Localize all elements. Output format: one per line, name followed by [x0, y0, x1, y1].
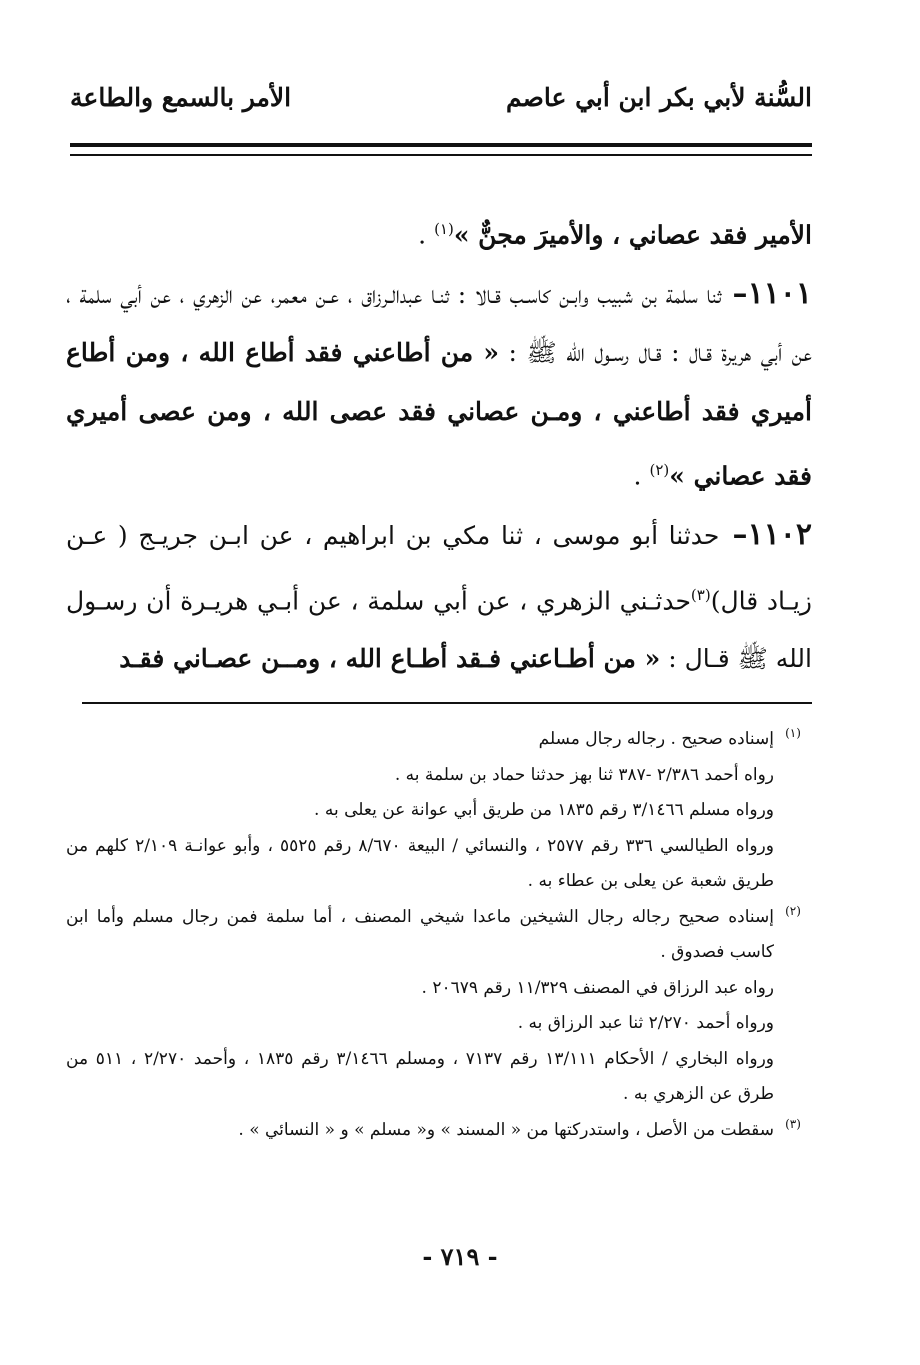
- footnote-line: إسناده صحيح . رجاله رجال مسلم: [538, 729, 774, 749]
- footnote-mark: (٢): [785, 903, 801, 918]
- chapter-title: الأمر بالسمع والطاعة: [70, 82, 292, 112]
- main-text: [66, 200, 812, 689]
- footnote-3: [66, 1113, 812, 1149]
- footnote-line: ورواه البخاري / الأحكام ١٣/١١١ رقم ٧١٣٧ ، ومسلم ٣/١٤٦٦ رقم ١٨٣٥ ، وأحمد ٢/٢٧٠ ، ٥١١ من طرق عن الزهري به .: [66, 1048, 774, 1104]
- hadith-matn-end: الأمير فقد عصاني ، والأميرَ مجنٌّ »: [453, 220, 812, 250]
- page-number: - ٧١٩ -: [422, 1242, 498, 1271]
- footnote-divider: [82, 702, 812, 704]
- sentence-end: .: [418, 220, 435, 250]
- hadith-isnad: حدثنا أبو موسى ، ثنا مكي بن ابراهيم ، عن ابـن جريـج ( عـن زيـاد قال): [66, 521, 813, 615]
- book-title: السُّنة لأبي بكر ابن أبي عاصم: [505, 82, 812, 112]
- footnote-line: ورواه مسلم ٣/١٤٦٦ رقم ١٨٣٥ من طريق أبي عوانة عن يعلى به .: [314, 800, 774, 820]
- header-rule-thick: [70, 143, 812, 147]
- footnote-line: رواه عبد الرزاق في المصنف ١١/٣٢٩ رقم ٢٠٦٧٩ .: [421, 977, 774, 998]
- footnote-1: [66, 722, 812, 900]
- footnote-ref-1: (١): [434, 220, 454, 238]
- footnote-2: [66, 900, 812, 1113]
- hadith-number: ١١٠١: [747, 275, 813, 311]
- hadith-number: ١١٠٢: [747, 517, 812, 553]
- hadith-matn: « من أطاعني فقد أطاع الله ، ومن أطاع أميري فقد أطاعني ، ومـن عصاني فقد عصى الله ، ومن عصى أميري فقد عصاني »: [66, 338, 812, 491]
- footnote-mark: (٣): [785, 1116, 801, 1131]
- hadith-isnad: ثنا سلمة بن شبيب وابـن كاسـب قـالا : ثنـا عبدالـرزاق ، عـن معمر، عن الزهري ، عن أبي سلمة ، عن أبي هريرة قـال : قـال رسـول الله ﷺ :: [66, 279, 812, 368]
- footnote-line: إسناده صحيح رجاله رجال الشيخين ماعدا شيخي المصنف ، أما سلمة فمن رجال مسلم وأما ابن كاسب فصدوق .: [66, 906, 774, 962]
- footnote-line: سقطت من الأصل ، واستدركتها من « المسند » و« مسلم » و « النسائي » .: [238, 1119, 774, 1140]
- continuation-line: [66, 200, 812, 265]
- sentence-end: .: [633, 461, 650, 491]
- footnote-mark: (١): [785, 726, 801, 740]
- hadith-1101: [66, 265, 812, 506]
- footnote-line: ورواه الطيالسي ٣٣٦ رقم ٢٥٧٧ ، والنسائي / البيعة ٨/٦٧٠ رقم ٥٥٢٥ ، وأبو عوانـة ٢/١٠٩ كلهم من طريق شعبة عن يعلى بن عطاء به .: [66, 835, 774, 891]
- header-rule-thin: [70, 154, 812, 156]
- footnote-ref-3: (٣): [690, 585, 711, 604]
- footnote-line: رواه أحمد ٢/٣٨٦ -٣٨٧ ثنا بهز حدثنا حماد بن سلمة به .: [394, 764, 774, 785]
- footnotes: [66, 722, 812, 1148]
- hadith-dash: –: [719, 517, 748, 553]
- running-header: [70, 72, 812, 122]
- hadith-dash: –: [721, 275, 748, 311]
- footnote-line: ورواه أحمد ٢/٢٧٠ ثنا عبد الرزاق به .: [517, 1013, 774, 1033]
- hadith-matn: « من أطـاعني فـقد أطـاع الله ، ومــن عصـاني فقـد: [119, 644, 661, 674]
- footnote-ref-2: (٢): [649, 461, 670, 480]
- hadith-isnad-cont: حدثـني الزهري ، عن أبي سلمة ، عن أبـي هريـرة أن رسـول الله ﷺ قـال :: [66, 585, 812, 674]
- hadith-1102: [66, 506, 812, 689]
